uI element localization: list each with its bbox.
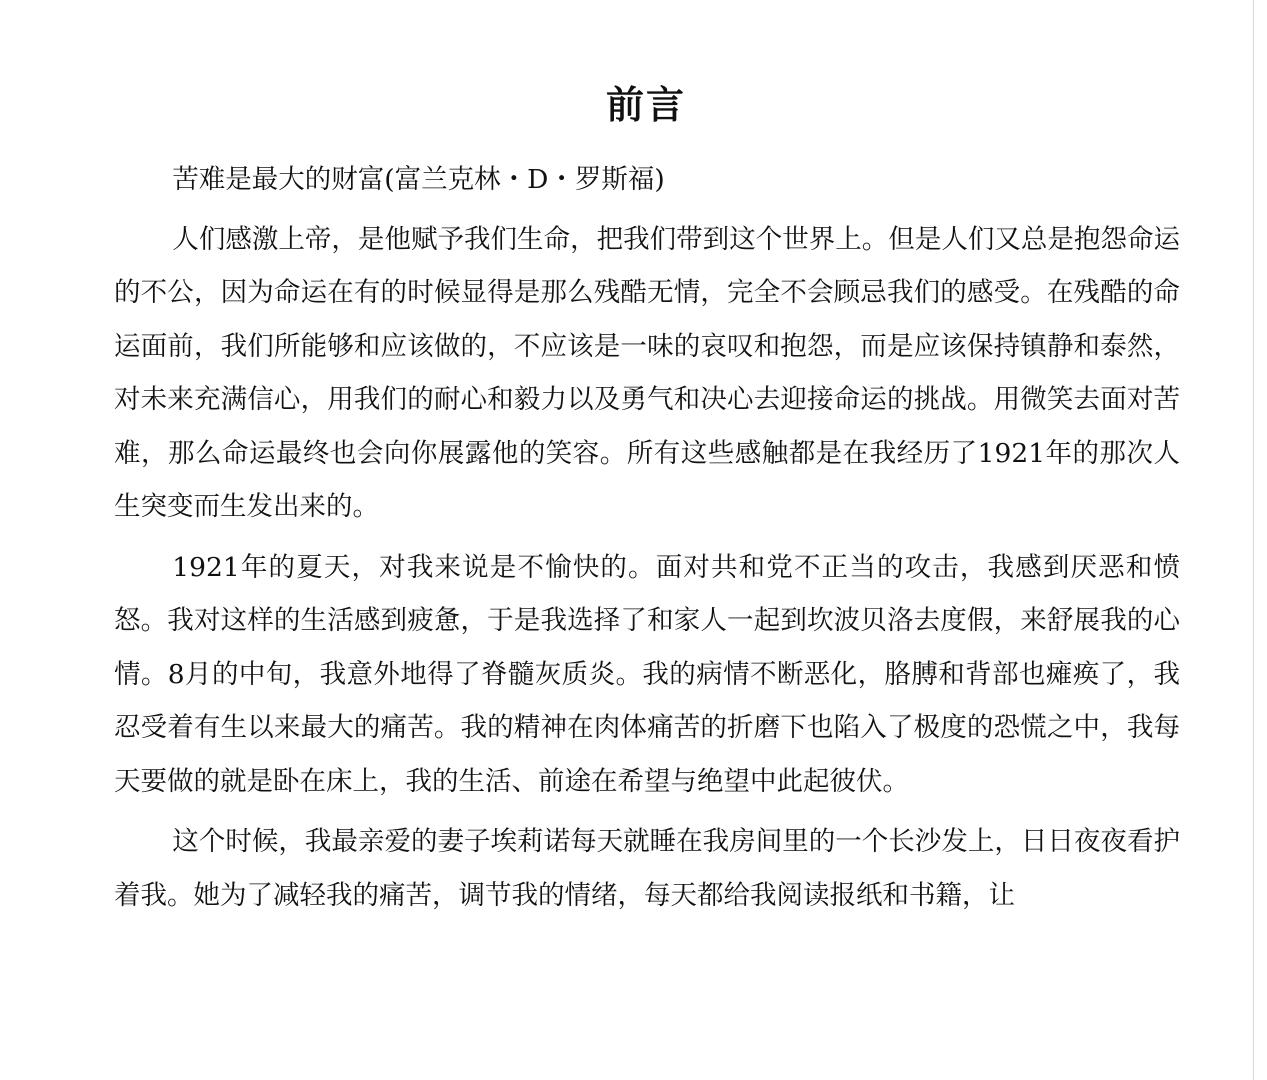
epigraph: 苦难是最大的财富(富兰克林・D・罗斯福) [172, 164, 665, 195]
document-body [114, 153, 1180, 929]
paragraph: 这个时候，我最亲爱的妻子埃莉诺每天就睡在我房间里的一个长沙发上，日日夜夜看护着我。她为了减轻我的痛苦，调节我的情绪，每天都给我阅读报纸和书籍，让 [114, 826, 1180, 911]
paragraph: 1921年的夏天，对我来说是不愉快的。面对共和党不正当的攻击，我感到厌恶和愤怒。我对这样的生活感到疲惫，于是我选择了和家人一起到坎波贝洛去度假，来舒展我的心情。8月的中旬，我意外地得了脊髓灰质炎。我的病情不断恶化，胳膊和背部也瘫痪了，我忍受着有生以来最大的痛苦。我的精神在肉体痛苦的折磨下也陷入了极度的恐慌之中，我每天要做的就是卧在床上，我的生活、前途在希望与绝望中此起彼伏。 [114, 551, 1180, 797]
paragraph: 人们感激上帝，是他赋予我们生命，把我们带到这个世界上。但是人们又总是抱怨命运的不公，因为命运在有的时候显得是那么残酷无情，完全不会顾忌我们的感受。在残酷的命运面前，我们所能够和应该做的，不应该是一味的哀叹和抱怨，而是应该保持镇静和泰然，对未来充满信心，用我们的耐心和毅力以及勇气和决心去迎接命运的挑战。用微笑去面对苦难，那么命运最终也会向你展露他的笑容。所有这些感触都是在我经历了1921年的那次人生突变而生发出来的。 [114, 223, 1180, 522]
page-edge-divider [1253, 0, 1254, 1080]
page-title: 前言 [605, 82, 686, 127]
